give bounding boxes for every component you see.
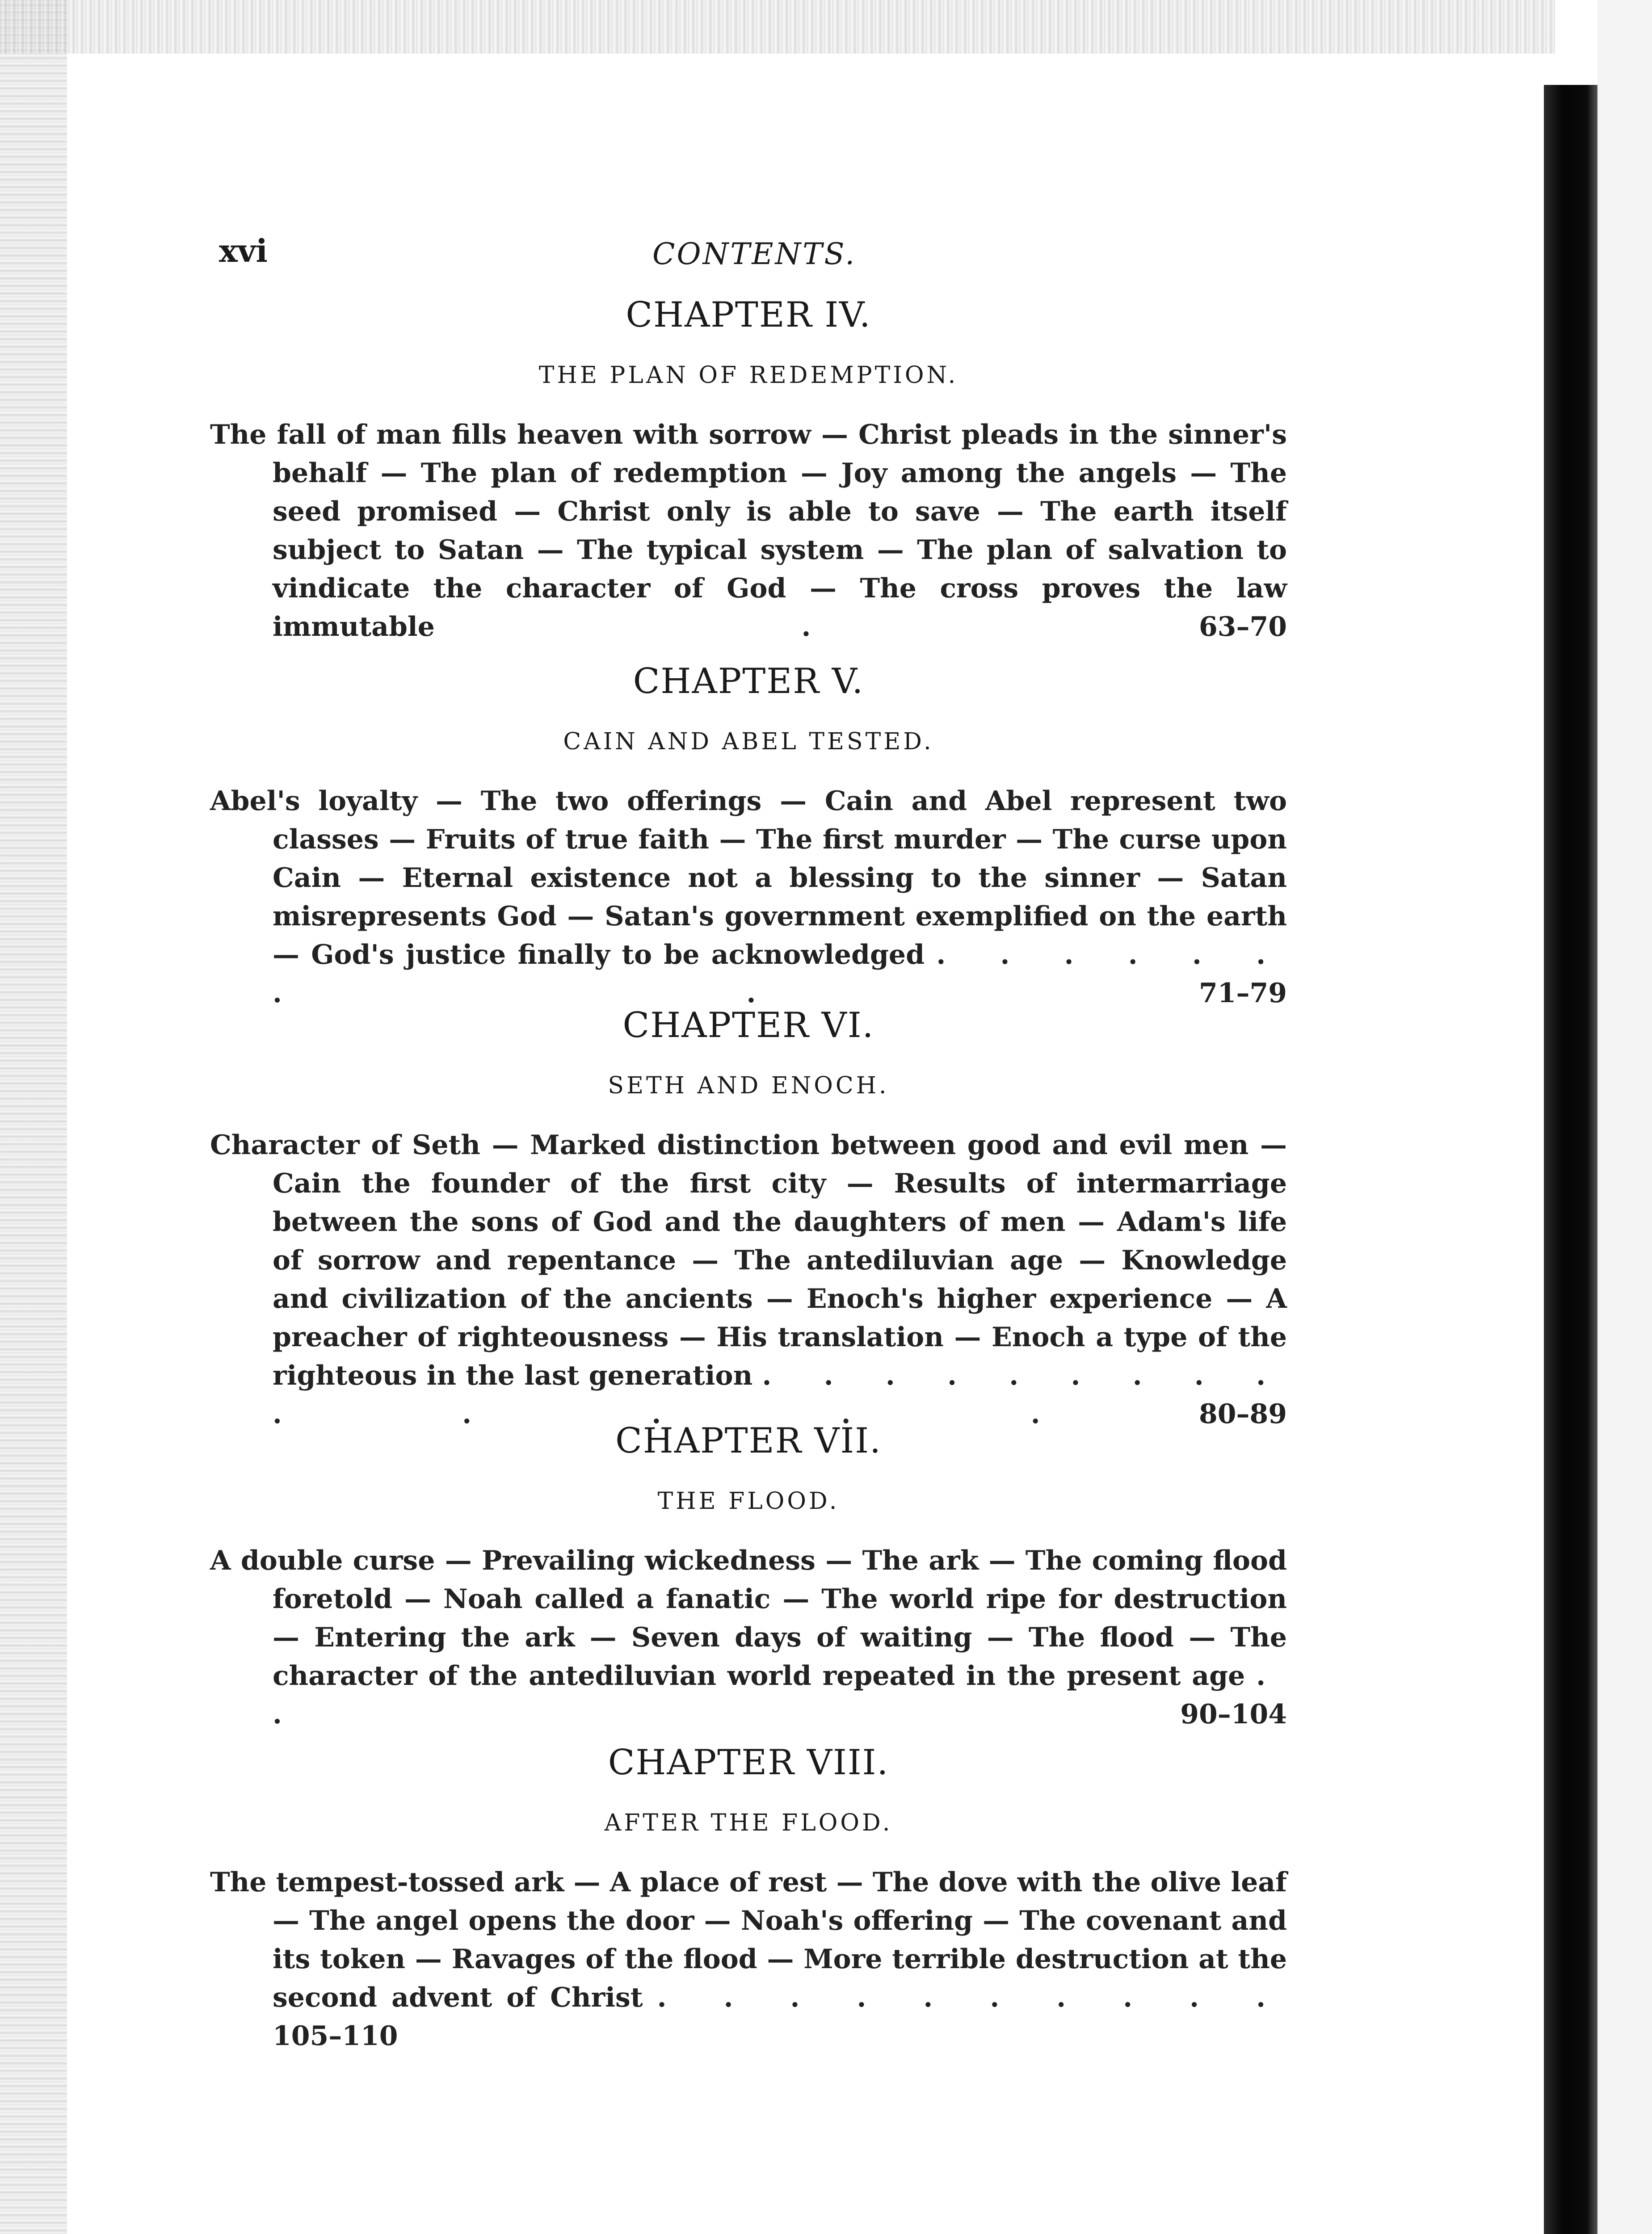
- chapter-summary: [210, 416, 1287, 646]
- dot-leaders: . .: [273, 1660, 1287, 1730]
- page-range: 80–89: [1199, 1398, 1287, 1430]
- dot-leaders: . . . . . . . . . . . . . .: [273, 1360, 1287, 1430]
- chapter-subtitle: SETH AND ENOCH.: [608, 1072, 889, 1099]
- dot-leaders: . . . . . . . .: [273, 939, 1287, 1009]
- dot-leaders: .: [801, 611, 832, 642]
- running-head: CONTENTS.: [652, 237, 857, 271]
- summary-text: Abel's loyalty — The two offerings — Cain and Abel represent two classes — Fruits of true faith — The first murder — The curse upon Cain — Eternal existence not a blessing to the sinner — Satan misrepresents God — Satan's government exemplified on the earth — God's justice finally to be acknowledged: [210, 785, 1287, 970]
- summary-text: A double curse — Prevailing wickedness — The ark — The coming flood foretold — Noah called a fanatic — The world ripe for destruction — Entering the ark — Seven days of waiting — The flood — The character of the antediluvian world repeated in the present age: [210, 1545, 1287, 1692]
- chapter-title: CHAPTER VI.: [622, 1005, 874, 1046]
- chapter-title: CHAPTER VII.: [615, 1421, 882, 1461]
- summary-text: The fall of man fills heaven with sorrow — Christ pleads in the sinner's behalf — The plan of redemption — Joy among the angels — The seed promised — Christ only is able to save — The earth itself subject to Satan — The typical system — The plan of salvation to vindicate the character of God — The cross proves the law immutable: [210, 419, 1287, 642]
- chapter-title: CHAPTER IV.: [626, 295, 871, 335]
- chapter-summary: [210, 1541, 1287, 1734]
- scan-edge-top: [0, 0, 1555, 54]
- chapter-entry: [210, 1005, 1287, 1460]
- page-range: 63–70: [1199, 611, 1287, 642]
- chapter-summary: [210, 1863, 1287, 2055]
- chapter-subtitle: THE FLOOD.: [657, 1488, 840, 1515]
- chapter-summary: [210, 782, 1287, 1012]
- dot-leaders: . . . . . . . . . .: [657, 1982, 1287, 2013]
- chapter-entry: [210, 661, 1287, 1039]
- summary-text: The tempest-tossed ark — A place of rest — The dove with the olive leaf — The angel opens the door — Noah's offering — The covenant and its token — Ravages of the flood — More terrible destruction at the second advent of Christ: [210, 1867, 1287, 2013]
- chapter-subtitle: CAIN AND ABEL TESTED.: [563, 728, 934, 755]
- chapter-entry: [210, 1743, 1287, 2082]
- scan-edge-left: [0, 0, 67, 2234]
- chapter-title: CHAPTER V.: [633, 661, 864, 701]
- page-range: 105–110: [273, 2020, 398, 2052]
- summary-text: Character of Seth — Marked distinction between good and evil men — Cain the founder of the first city — Results of intermarriage between the sons of God and the daughters of men — Adam's life of sorrow and repentance — The antediluvian age — Knowledge and civilization of the ancients — Enoch's higher experience — A preacher of righteousness — His translation — Enoch a type of the righteous in the last generation: [210, 1130, 1287, 1391]
- chapter-entry: [210, 295, 1287, 673]
- page-range: 71–79: [1199, 978, 1287, 1009]
- chapter-summary: [210, 1126, 1287, 1433]
- page-number: xvi: [219, 232, 268, 269]
- book-binding-shadow: [1544, 85, 1597, 2234]
- book-binding-rim: [1597, 0, 1652, 2234]
- chapter-title: CHAPTER VIII.: [608, 1743, 889, 1783]
- page-range: 90–104: [1180, 1699, 1287, 1730]
- chapter-subtitle: THE PLAN OF REDEMPTION.: [538, 362, 958, 389]
- chapter-entry: [210, 1421, 1287, 1760]
- chapter-subtitle: AFTER THE FLOOD.: [604, 1810, 893, 1836]
